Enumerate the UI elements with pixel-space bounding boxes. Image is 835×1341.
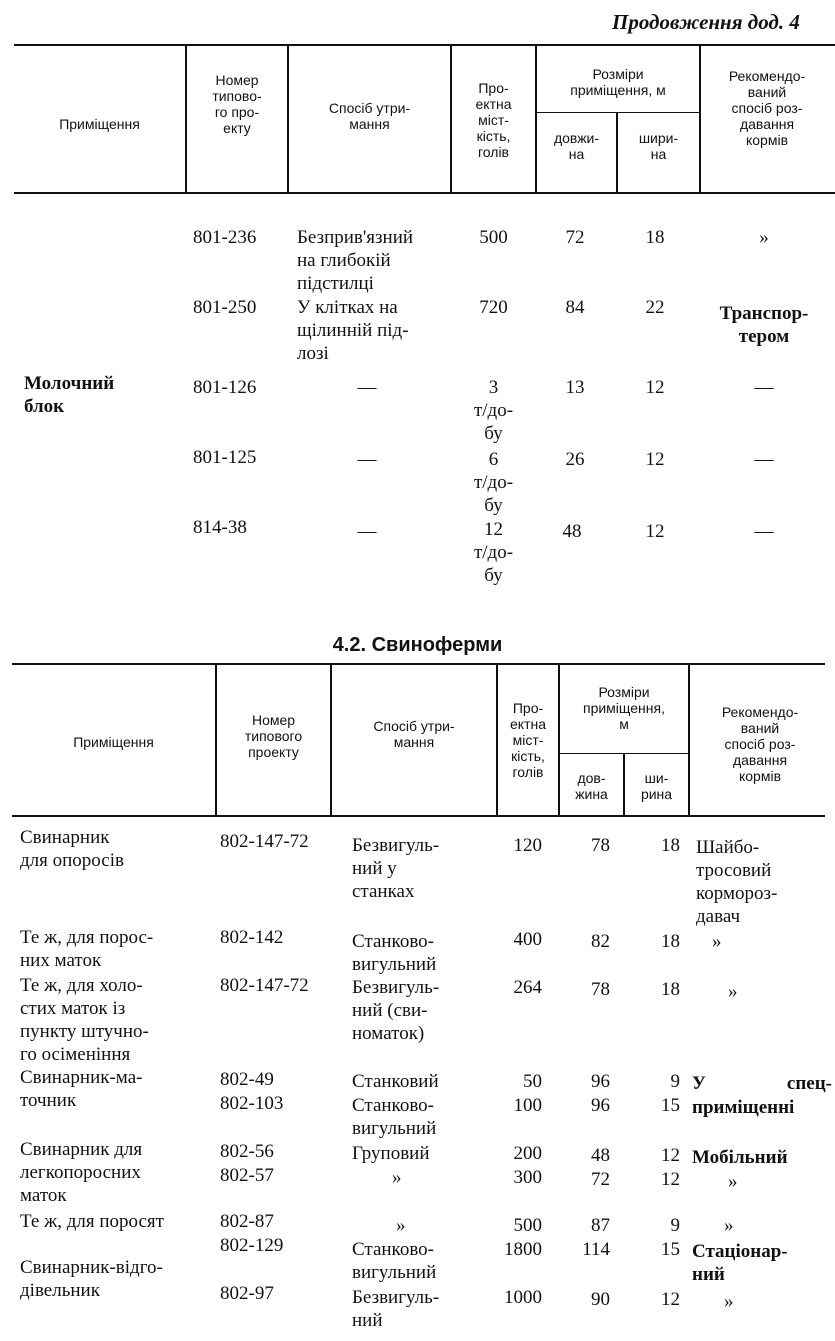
table-1-header-capacity: Про- ектна міст- кість, голів [475, 80, 512, 160]
project-number: 801-125 [193, 447, 257, 468]
room-name: Свинарник для опоросів [20, 827, 124, 871]
table-1-header-size: Розміри приміщення, м [570, 66, 666, 98]
length: 72 [565, 227, 585, 248]
table-2-header-room: Приміщення [73, 734, 154, 750]
length: 114 [582, 1239, 610, 1260]
capacity: 12 т/до- бу [473, 519, 514, 586]
length: 82 [591, 931, 610, 952]
project-number: 801-126 [193, 377, 257, 398]
length: 72 [591, 1169, 610, 1190]
capacity: 1000 [504, 1287, 542, 1308]
keeping-method: У клітках на щілинній під- лозі [297, 297, 409, 364]
table-2-header-method: Спосіб утри- мання [373, 718, 455, 750]
keeping-method: Станково- вигульний [352, 1095, 437, 1139]
table-1-header-method: Спосіб утри- мання [328, 100, 411, 132]
room-name: Те ж, для холо- стих маток із пункту штучно- го осіменіння [20, 975, 149, 1065]
keeping-method: Станково- вигульний [352, 931, 437, 975]
length: 78 [591, 979, 610, 1000]
room-name: Те ж, для порос- них маток [20, 927, 154, 971]
capacity: 720 [479, 297, 508, 318]
project-number: 802-103 [220, 1093, 284, 1114]
width: 9 [670, 1215, 680, 1236]
length: 48 [562, 521, 582, 542]
keeping-method: Безвигуль- ний [352, 1287, 440, 1331]
length: 13 [565, 377, 585, 398]
project-number: 802-97 [220, 1283, 274, 1304]
project-number: 802-147-72 [220, 975, 309, 996]
feeding-method: » [724, 1215, 734, 1236]
keeping-method: Безвигуль- ний (сви- номаток) [352, 977, 440, 1044]
room-name: Свинарник-відго- дівельник [20, 1257, 163, 1301]
table-2-header-capacity: Про- ектна міст- кість, голів [510, 700, 546, 780]
capacity: 100 [513, 1095, 542, 1116]
table-1-size-rule [536, 112, 700, 113]
room-name: Свинарник для легкопоросних маток [20, 1139, 143, 1206]
table-1-top-rule [14, 44, 835, 46]
width: 22 [645, 297, 665, 318]
project-number: 801-250 [193, 297, 257, 318]
project-number: 802-49 [220, 1069, 274, 1090]
feeding-method: Транспор- тером [719, 303, 809, 347]
capacity: 500 [479, 227, 508, 248]
capacity: 1800 [504, 1239, 542, 1260]
width: 18 [661, 835, 680, 856]
width: 12 [661, 1145, 680, 1166]
project-number: 802-147-72 [220, 831, 309, 852]
feeding-method: Мобільний [692, 1147, 788, 1168]
feeding-method: » [728, 981, 738, 1002]
capacity: 400 [513, 929, 542, 950]
table-1-header-room: Приміщення [59, 116, 140, 132]
width: 12 [645, 377, 665, 398]
table-2-header-project: Номер типового проекту [244, 712, 303, 760]
length: 78 [591, 835, 610, 856]
feeding-method: — [754, 521, 774, 542]
keeping-method: Безвигуль- ний у станках [352, 835, 440, 902]
table-2-header-feeding: Рекомендо- ваний спосіб роз- давання кормів [721, 704, 799, 784]
feeding-method: Стаціонар- ний [692, 1241, 788, 1285]
table-2-header-size: Розміри приміщення, м [582, 684, 665, 732]
capacity: 300 [513, 1167, 542, 1188]
room-name: Те ж, для поросят [20, 1211, 164, 1232]
width: 12 [661, 1289, 680, 1310]
keeping-method: Груповий [352, 1143, 430, 1164]
length: 96 [591, 1095, 610, 1116]
length: 48 [591, 1145, 610, 1166]
width: 15 [661, 1239, 680, 1260]
keeping-method: » [392, 1167, 402, 1188]
feeding-method: приміщенні [692, 1097, 795, 1118]
project-number: 802-57 [220, 1165, 274, 1186]
keeping-method: » [396, 1215, 406, 1236]
feeding-method: — [754, 449, 774, 470]
feeding-method: » [724, 1291, 734, 1312]
running-header: Продовження дод. 4 [612, 10, 800, 34]
project-number: 802-142 [220, 927, 284, 948]
capacity: 6 т/до- бу [473, 449, 514, 516]
capacity: 3 т/до- бу [473, 377, 514, 444]
table-1-header-feeding: Рекомендо- ваний спосіб роз- давання кормів [728, 68, 806, 148]
width: 12 [645, 521, 665, 542]
table-2-header-rule [12, 815, 825, 817]
table-1-header-project: Номер типово- го про- екту [212, 72, 262, 136]
table-1-header-width: шири- на [638, 130, 679, 162]
project-number: 814-38 [193, 517, 247, 538]
capacity: 120 [513, 835, 542, 856]
keeping-method: — [357, 449, 377, 470]
project-number: 802-56 [220, 1141, 274, 1162]
project-number: 802-129 [220, 1235, 284, 1256]
table-2-header-length: дов- жина [575, 770, 608, 802]
keeping-method: — [357, 377, 377, 398]
feeding-method: — [754, 377, 774, 398]
table-2-header-width: ши- рина [640, 770, 673, 802]
keeping-method: — [357, 521, 377, 542]
project-number: 801-236 [193, 227, 257, 248]
feeding-method: У спец- [692, 1073, 832, 1094]
length: 96 [591, 1071, 610, 1092]
length: 90 [591, 1289, 610, 1310]
project-number: 802-87 [220, 1211, 274, 1232]
capacity: 500 [513, 1215, 542, 1236]
feeding-method: Шайбо- тросовий кормороз- давач [696, 837, 778, 927]
keeping-method: Станковий [352, 1071, 439, 1092]
feeding-method: » [728, 1171, 738, 1192]
table-2-top-rule [12, 663, 825, 665]
capacity: 50 [523, 1071, 542, 1092]
room-name: Свинарник-ма- точник [20, 1067, 143, 1111]
length: 87 [591, 1215, 610, 1236]
width: 18 [661, 931, 680, 952]
length: 26 [565, 449, 585, 470]
width: 9 [670, 1071, 680, 1092]
feeding-method: » [759, 227, 769, 248]
length: 84 [565, 297, 585, 318]
keeping-method: Станково- вигульний [352, 1239, 437, 1283]
table-1-header-rule [14, 192, 835, 194]
table-1-header-length: довжи- на [553, 130, 600, 162]
width: 15 [661, 1095, 680, 1116]
capacity: 200 [513, 1143, 542, 1164]
feeding-method: » [712, 931, 722, 952]
width: 18 [645, 227, 665, 248]
width: 12 [645, 449, 665, 470]
capacity: 264 [513, 977, 542, 998]
width: 12 [661, 1169, 680, 1190]
table-1-group-label: Молочний блок [24, 373, 115, 417]
keeping-method: Безприв'язний на глибокій підстилці [297, 227, 414, 294]
width: 18 [661, 979, 680, 1000]
section-title: 4.2. Свиноферми [332, 634, 503, 656]
